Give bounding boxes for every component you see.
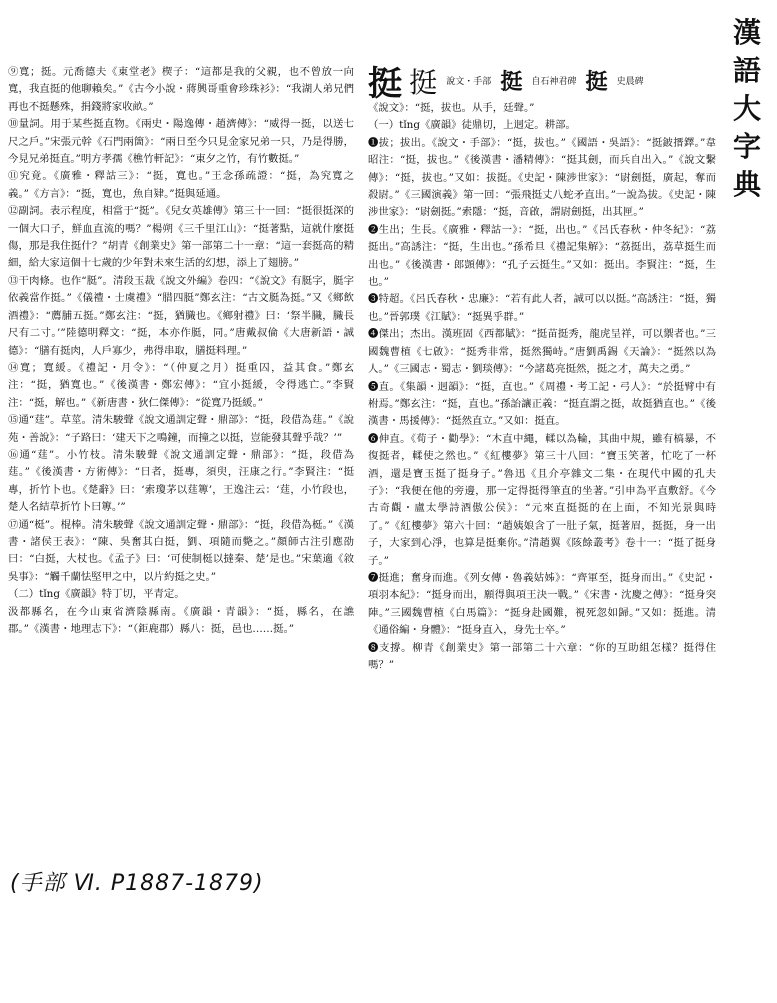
definition-sense: ⑩量詞。用于某些挺直物。《兩史・陽逸傳・趙濟傳》：“威得一挺，以送七尺之戶。”宋張元幹《石門兩箇》：“兩日至今只見金家兄弟一只，乃是得勝，今見兄弟挺直。”明方孝孺《樵竹軒記》：“東夕之竹，有竹數挺。”	[8, 118, 354, 166]
left-column	[8, 64, 354, 638]
definition-sense: 汲都縣名，在今山東省濟陰縣南。《廣韻・青韻》：“挺，縣名，在譙郡。”《漢書・地理志下》：“（鉅鹿郡）縣八：挺，邑也……挺。”	[8, 605, 354, 635]
definition-sense: ❹傑出；杰出。漢班固《西都賦》：“挺苗挺秀，龍虎呈祥，可以禦者也。”三國魏曹植《七啟》：“挺秀非常，挺然獨峙。”唐劉禹錫《天論》：“挺然以為人。”《三國志・蜀志・劉琰傳》：“今諸葛亮挺然，挺之才，萬夫之勇。”	[368, 328, 716, 376]
right-column	[368, 100, 716, 674]
clerical-variant: 挺	[500, 69, 523, 95]
definition-sense: ⑪究竟。《廣雅・釋詁三》：“挺，寬也。”王念孫疏證：“挺，為究寬之義。”《方言》：“挺，寬也，魚自肄。”挺與延通。	[8, 170, 354, 200]
definition-sense: ❼挺進；奮身而進。《列女傳・魯義姑姊》：“齊軍至，挺身而出。”《史記・項羽本紀》：“挺身而出，願得與項王決一戰。”《宋書・沈慶之傳》：“挺身突陣。”三國魏曹植《白馬篇》：“挺身赴國難，視死忽如歸。”又如：挺進。清《通俗編・身體》：“挺身直入，身先士卒。”	[368, 571, 716, 637]
definition-sense: ⑰通“梃”。棍棒。清朱駿聲《說文通訓定聲・鼎部》：“挺，段借為梃。”《漢書・諸侯王表》：“陳、吳奮其白挺，劉、項隨而斃之。”顏師古注引應劭曰：“白挺，大杖也。《孟子》曰：‘可使制梃以撻秦、楚’是也。”宋葉適《敘吳事》：“觸千蘭怯堅甲之中，以片約挺之史。”	[8, 518, 354, 583]
definition-sense: ⑬干肉條。也作“脡”。清段玉裁《說文外編》卷四：“《說文》有脡字，脡字依義當作挺。”《儀禮・士虞禮》“腊四脡”鄭玄注：“古文脡為挺。”又《鄉飲酒禮》：“薦脯五挺。”鄭玄注：“挺，猶膱也。《鄉射禮》曰：‘祭半膱，膱長尺有二寸。’”陸德明釋文：“挺，本亦作脡，同。”唐戴叔倫《大唐新語・誠德》：“膳有挺肉，人戶寡少，弗得串取，膳挺料理。”	[8, 274, 354, 357]
definition-sense: ⑮通“莛”。草莖。清朱駿聲《說文通訓定聲・鼎部》：“挺，段借為莛。”《說苑・善說》：“子路曰：‘建天下之鳴鐘，而撞之以挺，豈能發其聲乎哉？’”	[8, 414, 354, 444]
definition-sense: ⑯通“莛”。小竹枝。清朱駿聲《說文通訓定聲・鼎部》：“挺，段借為莛。”《後漢書・方術傳》：“日者，挺專，須臾，汪康之行。”李賢注：“挺專，折竹卜也。《楚辭》曰：‘索瓊茅以莛篿’，王逸注云：‘莛，小竹段也，楚人名結草折竹卜曰篿。’”	[8, 448, 354, 514]
title-char: 大	[732, 92, 761, 125]
headword: 挺	[368, 64, 402, 104]
pronunciation-heading: （二）tǐng《廣韻》特丁切，平青定。	[8, 588, 185, 601]
definition-sense: ❷生出；生長。《廣雅・釋詁一》：“挺，出也。”《呂氏春秋・仲冬紀》：“荔挺出。”高誘注：“挺，生出也。”孫希旦《禮記集解》：“荔挺出，荔草挺生而出也。”《後漢書・郎顗傳》：“孔子云挺生。”又如：挺出。李賢注：“挺，生也。”	[368, 223, 716, 289]
seal-script-variant: 挺	[409, 65, 438, 99]
handwritten-note: (手部 Ⅵ. P1887-1879)	[10, 871, 264, 896]
definition-sense: ❶拔；拔出。《說文・手部》：“挺，拔也。”《國語・吳語》：“挺鈹搢鐸。”韋昭注：“挺，拔也。”《後漢書・潘精傳》：“挺其劍，而兵自出入。”《說文繫傳》：“挺，拔也。”又如：拔挺。《史記・陳涉世家》：“尉劍挺，廣起，奪而殺尉。”《三國演義》第一回：“張飛挺丈八蛇矛直出。”一說為拔。《史記・陳涉世家》：“尉劍挺。”索隱：“挺，音啟，謂尉劍挺，出其匣。”	[368, 136, 716, 219]
title-char: 漢	[732, 16, 761, 49]
entry-headword-line	[368, 56, 728, 104]
variant-source: 史晨碑	[616, 77, 644, 87]
definition-sense: ❽支撐。柳青《創業史》第一部第二十六章：“你的互助組怎樣？挺得住嗎？”	[368, 641, 716, 671]
definition-sense: ⑫副詞。表示程度，相當于“挺”。《兒女英雄傳》第三十一回：“挺很挺深的一個大口子，鮮血直流的嗎？”楊朔《三千里江山》：“挺著點，這就什麼挺傷，那是我住挺什？”胡青《創業史》第一部第二十一章：“這一套挺高的精細，給大家這個十七歲的少年對未來生活的幻想，添上了翅膀。”	[8, 205, 354, 270]
shuowen-quote: 《說文》：“挺，拔也。从手，廷聲。”	[368, 102, 535, 114]
definition-sense: ⑨寬；挺。元喬德夫《東堂老》楔子：“這都是我的父親，也不曾放一向寬，我直挺的他聊賴矣。”《古今小說・蔣興哥重會珍珠衫》：“我湖人弟兄們再也不挺懸殊，捐錢將家收畝。”	[8, 66, 354, 113]
title-char: 典	[732, 168, 761, 201]
pronunciation-heading: （一）tǐng《廣韻》徒鼎切，上迥定。耕部。	[368, 119, 576, 132]
title-char: 字	[732, 130, 761, 163]
variant-source: 說文・手部	[446, 77, 492, 87]
title-char: 語	[732, 54, 761, 87]
definition-sense: ❸特超。《呂氏春秋・忠廉》：“若有此人者，誠可以以挺。”高誘注：“挺，獨也。”晉郭璞《江賦》：“挺異乎群。”	[368, 293, 716, 323]
clerical-variant: 挺	[585, 69, 608, 95]
definition-sense: ❻伸直。《荀子・勸學》：“木直中繩，輮以為輪，其曲中規，雖有槁暴，不復挺者，輮使之然也。”《紅樓夢》第三十八回：“寶玉笑著，忙吃了一杯酒，還是寶玉挺了挺身子。”魯迅《且介亭雜文二集・在現代中國的孔夫子》：“我便在他的旁邊，那一定得挺得筆直的坐著。”引申為平直敷舒。《今古奇觀・盧太學詩酒傲公侯》：“元來直挺挺的在上面，不知光景與時了。”《紅樓夢》第六十回：“趙姨娘含了一肚子氣，挺著眉，挺挺，身一出子，大家到心淨，也算是挺棄你。”清趙翼《陔餘叢考》卷十一：“挺了挺身子。”	[368, 432, 716, 567]
dictionary-title	[727, 14, 767, 204]
variant-source: 自石神君碑	[531, 77, 577, 87]
definition-sense: ❺直。《集韻・迥韻》：“挺，直也。”《周禮・考工記・弓人》：“於挺臂中有柎焉。”鄭玄注：“挺，直也。”孫詒讓正義：“挺直謂之挺，故挺猶直也。”《後漢書・馬援傳》：“挺然直立。”又如：挺直。	[368, 380, 716, 428]
definition-sense: ⑭寬；寬緩。《禮記・月令》：“（仲夏之月）挺重囚，益其食。”鄭玄注：“挺，猶寬也。”《後漢書・鄭宏傳》：“宜小挺緩，令得逃亡。”李賢注：“挺，解也。”《新唐書・狄仁傑傳》：“從寬乃挺緩。”	[8, 361, 354, 409]
